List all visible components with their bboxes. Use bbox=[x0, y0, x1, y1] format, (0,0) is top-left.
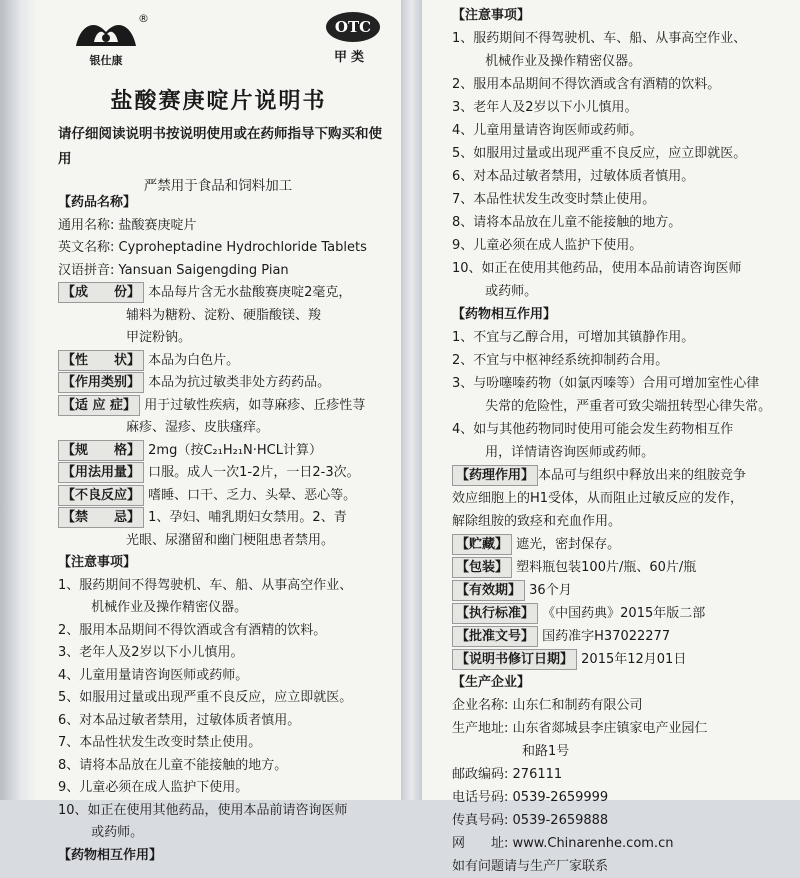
website-label: 网 址: bbox=[452, 836, 509, 851]
property-row bbox=[58, 350, 387, 373]
english-name-label: 英文名称: bbox=[58, 240, 115, 255]
company-row bbox=[452, 694, 786, 717]
package-label: 【包装】 bbox=[452, 557, 512, 578]
interaction-line: 2、不宜与中枢神经系统抑制药合用。 bbox=[452, 353, 669, 368]
precaution-line: 3、老年人及2岁以下小儿慎用。 bbox=[452, 100, 638, 115]
postcode-value: 276111 bbox=[512, 767, 563, 782]
standard-value: 《中国药典》2015年版二部 bbox=[542, 606, 706, 621]
address-line-1: 山东省郯城县李庄镇家电产业园仁 bbox=[512, 721, 708, 736]
adverse-label: 【不良反应】 bbox=[58, 485, 144, 506]
document-title: 盐酸赛庚啶片说明书 bbox=[110, 89, 327, 114]
phone-row bbox=[452, 786, 786, 809]
fax-label: 传真号码: bbox=[452, 813, 509, 828]
category-label: 【作用类别】 bbox=[58, 372, 144, 393]
interaction-line: 失常的危险性，严重者可致尖端扭转型心律失常。 bbox=[468, 399, 772, 414]
brand-logo bbox=[70, 12, 142, 70]
section-interactions: 【药物相互作用】 bbox=[452, 307, 557, 322]
generic-name-label: 通用名称: bbox=[58, 217, 115, 233]
website-value: www.Chinarenhe.com.cn bbox=[512, 836, 674, 851]
validity-value: 36个月 bbox=[529, 583, 572, 598]
postcode-row bbox=[452, 763, 786, 786]
precaution-line: 10、如正在使用其他药品，使用本品前请咨询医师 bbox=[452, 261, 742, 276]
prohibit-text: 严禁用于食品和饲料加工 bbox=[143, 178, 293, 194]
english-name-row bbox=[58, 237, 387, 260]
column-gap bbox=[401, 0, 422, 800]
precaution-line: 或药师。 bbox=[468, 284, 538, 299]
address-row bbox=[452, 717, 786, 740]
precaution-line: 机械作业及操作精密仪器。 bbox=[468, 54, 642, 69]
package-value: 塑料瓶包装100片/瓶、60片/瓶 bbox=[516, 560, 697, 575]
brand-name: 银仕康 bbox=[89, 54, 123, 67]
composition-label: 【成 份】 bbox=[58, 282, 144, 303]
precaution-line: 10、如正在使用其他药品，使用本品前请咨询医师 bbox=[58, 802, 348, 818]
usage-value: 口服。成人一次1-2片，一日2-3次。 bbox=[148, 465, 360, 480]
pharmacology-row bbox=[452, 464, 786, 487]
composition-line-1: 本品每片含无水盐酸赛庚啶2毫克， bbox=[148, 285, 352, 300]
precaution-line: 8、请将本品放在儿童不能接触的地方。 bbox=[58, 757, 288, 773]
precaution-line: 9、儿童必须在成人监护下使用。 bbox=[58, 780, 249, 795]
company-label: 企业名称: bbox=[452, 698, 509, 713]
precaution-line: 7、本品性状发生改变时禁止使用。 bbox=[58, 735, 262, 750]
validity-row bbox=[452, 579, 786, 602]
precaution-line: 4、儿童用量请咨询医师或药师。 bbox=[58, 667, 249, 683]
precaution-line: 2、服用本品期间不得饮酒或含有酒精的饮料。 bbox=[58, 622, 327, 638]
composition-line-3: 甲淀粉钠。 bbox=[126, 330, 192, 345]
fax-row bbox=[452, 809, 786, 832]
pharmacology-line-3: 解除组胺的致痉和充血作用。 bbox=[452, 514, 622, 529]
intro-text: 请仔细阅读说明书按说明使用或在药师指导下购买和使用 bbox=[58, 126, 382, 167]
section-drug-name: 【药品名称】 bbox=[58, 195, 137, 210]
precaution-line: 6、对本品过敏者禁用，过敏体质者慎用。 bbox=[58, 712, 301, 728]
usage-label: 【用法用量】 bbox=[58, 462, 144, 483]
spec-row bbox=[58, 440, 387, 463]
adverse-value: 嗜睡、口干、乏力、头晕、恶心等。 bbox=[148, 487, 357, 503]
interaction-line: 用，详情请咨询医师或药师。 bbox=[468, 445, 655, 460]
precaution-line: 5、如服用过量或出现严重不良反应，应立即就医。 bbox=[452, 146, 747, 161]
precaution-line: 1、服药期间不得驾驶机、车、船、从事高空作业、 bbox=[452, 31, 747, 46]
precaution-line: 7、本品性状发生改变时禁止使用。 bbox=[452, 192, 656, 207]
validity-label: 【有效期】 bbox=[452, 580, 525, 601]
composition-line-2: 辅料为糖粉、淀粉、硬脂酸镁、羧 bbox=[126, 307, 322, 323]
precaution-line: 机械作业及操作精密仪器。 bbox=[74, 600, 248, 615]
revision-value: 2015年12月01日 bbox=[581, 652, 687, 667]
address-label: 生产地址: bbox=[452, 721, 509, 736]
contra-line-1: 1、孕妇、哺乳期妇女禁用。2、青 bbox=[148, 510, 347, 525]
indication-row bbox=[58, 395, 387, 418]
precaution-line: 1、服药期间不得驾驶机、车、船、从事高空作业、 bbox=[58, 577, 353, 593]
adverse-row bbox=[58, 485, 387, 508]
storage-label: 【贮藏】 bbox=[452, 534, 512, 555]
property-value: 本品为白色片。 bbox=[148, 352, 240, 368]
phone-label: 电话号码: bbox=[452, 790, 509, 805]
contra-line-2: 光眼、尿潴留和幽门梗阻患者禁用。 bbox=[126, 532, 335, 548]
spec-label: 【规 格】 bbox=[58, 440, 144, 461]
english-name-value: Cyproheptadine Hydrochloride Tablets bbox=[118, 240, 367, 255]
precaution-line: 4、儿童用量请咨询医师或药师。 bbox=[452, 123, 643, 138]
pinyin-row bbox=[58, 260, 387, 283]
section-precautions: 【注意事项】 bbox=[452, 8, 531, 23]
right-column bbox=[422, 0, 800, 874]
spec-value: 2mg（按C₂₁H₂₁N·HCL计算） bbox=[148, 442, 322, 458]
scan-edge-left bbox=[0, 0, 36, 800]
otc-badge: OTC bbox=[326, 12, 380, 42]
left-column bbox=[36, 0, 401, 863]
left-content bbox=[58, 192, 387, 867]
interaction-line: 4、如与其他药物同时使用可能会发生药物相互作 bbox=[452, 422, 734, 437]
registered-mark: ® bbox=[138, 12, 149, 25]
postcode-label: 邮政编码: bbox=[452, 767, 509, 782]
property-label: 【性 状】 bbox=[58, 350, 144, 371]
precaution-line: 或药师。 bbox=[74, 825, 144, 840]
section-interactions-cutoff: 【药物相互作用】 bbox=[58, 847, 163, 863]
interaction-line: 1、不宜与乙醇合用，可增加其镇静作用。 bbox=[452, 330, 695, 345]
generic-name-row bbox=[58, 215, 387, 238]
indication-line-2: 麻疹、湿疹、皮肤瘙痒。 bbox=[126, 420, 270, 435]
interaction-line: 3、与吩噻嗪药物（如氯丙嗪等）合用可增加室性心律 bbox=[452, 376, 760, 391]
contra-row bbox=[58, 507, 387, 530]
generic-name-value: 盐酸赛庚啶片 bbox=[118, 217, 197, 233]
address-line-2: 和路1号 bbox=[522, 744, 570, 759]
precaution-line: 9、儿童必须在成人监护下使用。 bbox=[452, 238, 643, 253]
approval-label: 【批准文号】 bbox=[452, 626, 538, 647]
category-value: 本品为抗过敏类非处方药药品。 bbox=[148, 375, 331, 390]
precaution-line: 8、请将本品放在儿童不能接触的地方。 bbox=[452, 215, 682, 230]
usage-row bbox=[58, 462, 387, 485]
storage-row bbox=[452, 533, 786, 556]
pharmacology-line-2: 效应细胞上的H1受体，从而阻止过敏反应的发作， bbox=[452, 491, 744, 506]
section-precautions: 【注意事项】 bbox=[58, 555, 137, 570]
indication-line-1: 用于过敏性疾病，如荨麻疹、丘疹性荨 bbox=[144, 397, 366, 413]
precaution-line: 3、老年人及2岁以下小儿慎用。 bbox=[58, 645, 244, 660]
logo-emblem-icon bbox=[70, 12, 142, 52]
composition-row bbox=[58, 282, 387, 305]
right-content bbox=[452, 4, 786, 878]
website-row bbox=[452, 832, 786, 855]
precaution-line: 5、如服用过量或出现严重不良反应，应立即就医。 bbox=[58, 690, 353, 705]
pharmacology-line-1: 本品可与组织中释放出来的组胺竞争 bbox=[538, 468, 747, 483]
revision-row bbox=[452, 648, 786, 671]
fax-value: 0539-2659888 bbox=[512, 813, 609, 828]
company-value: 山东仁和制药有限公司 bbox=[512, 698, 643, 713]
otc-class-label: 甲类 bbox=[334, 50, 369, 65]
indication-label: 【适 应 症】 bbox=[58, 395, 140, 416]
pinyin-label: 汉语拼音: bbox=[58, 262, 115, 278]
precaution-line: 2、服用本品期间不得饮酒或含有酒精的饮料。 bbox=[452, 77, 721, 92]
standard-label: 【执行标准】 bbox=[452, 603, 538, 624]
phone-value: 0539-2659999 bbox=[512, 790, 609, 805]
pharmacology-label: 【药理作用】 bbox=[452, 465, 538, 486]
contra-label: 【禁 忌】 bbox=[58, 507, 144, 528]
pinyin-value: Yansuan Saigengding Pian bbox=[118, 262, 289, 278]
standard-row bbox=[452, 602, 786, 625]
revision-label: 【说明书修订日期】 bbox=[452, 649, 577, 670]
category-row bbox=[58, 372, 387, 395]
package-row bbox=[452, 556, 786, 579]
approval-row bbox=[452, 625, 786, 648]
precaution-line: 6、对本品过敏者禁用，过敏体质者慎用。 bbox=[452, 169, 695, 184]
approval-value: 国药准字H37022277 bbox=[542, 629, 671, 644]
contact-footer: 如有问题请与生产厂家联系 bbox=[452, 859, 609, 874]
storage-value: 遮光，密封保存。 bbox=[516, 537, 621, 552]
section-manufacturer: 【生产企业】 bbox=[452, 675, 531, 690]
